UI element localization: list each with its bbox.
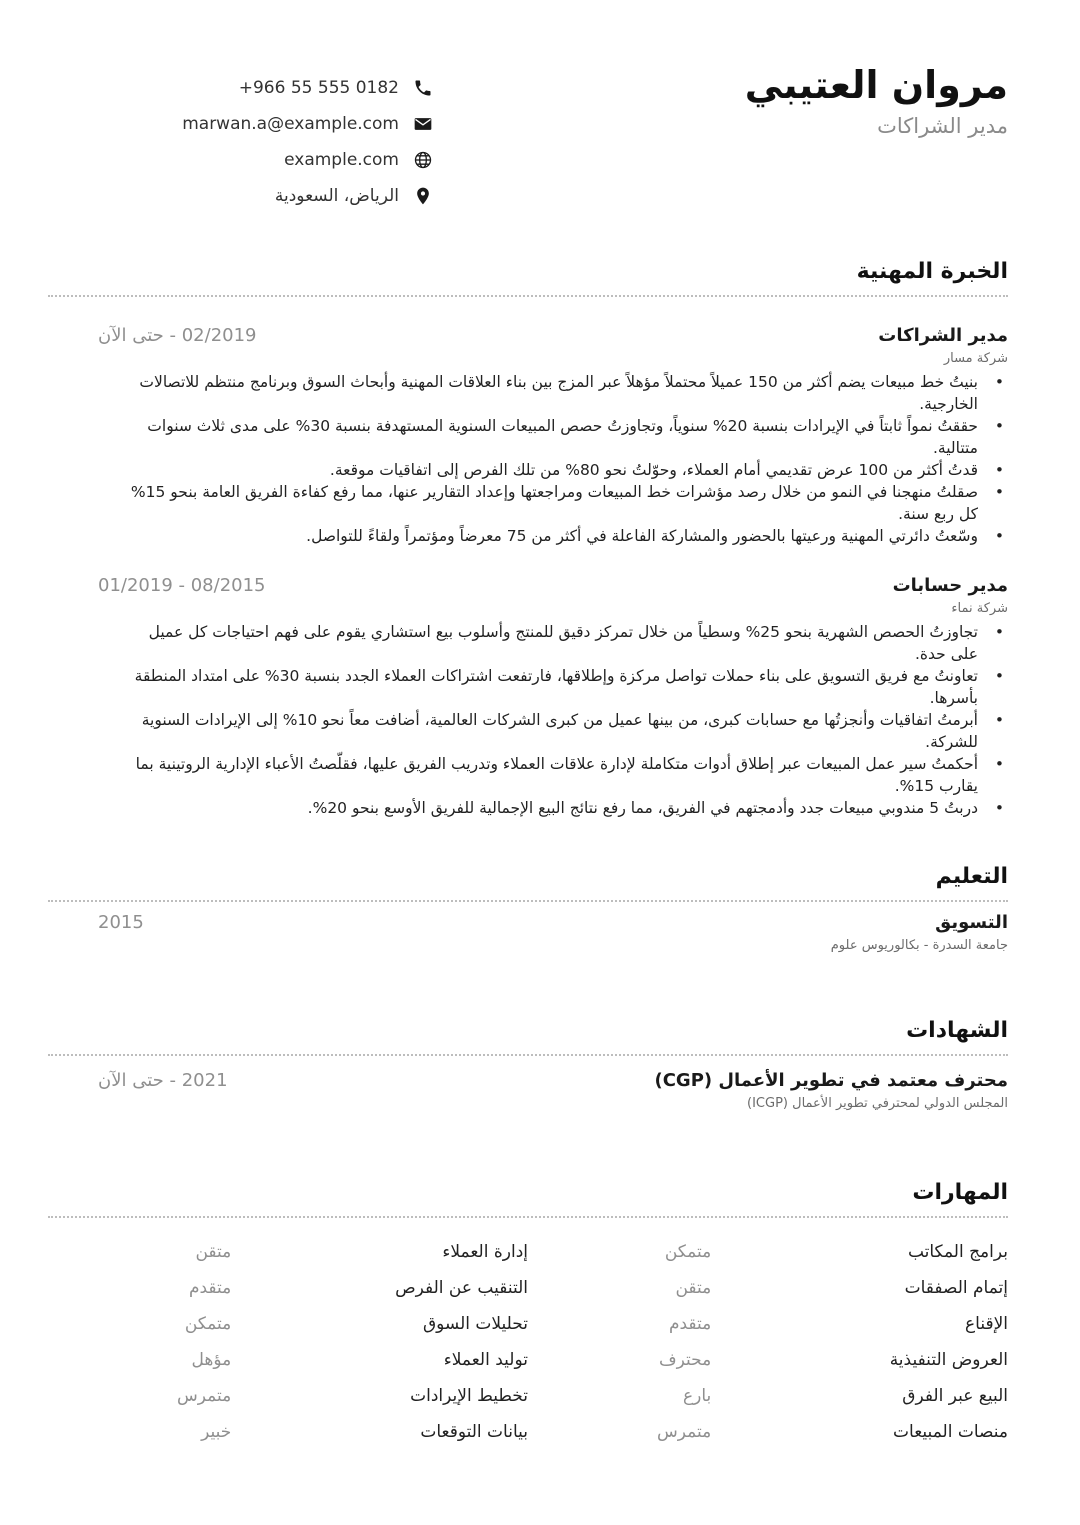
job-bullet: • أبرمتُ اتفاقيات وأنجزتُها مع حسابات كبرى، من بينها عميل من كبرى الشركات العالمية، أضافت معاً نحو 10% إلى الإيرادات السنوية للشركة. bbox=[128, 709, 978, 753]
skill-level: متمكن bbox=[664, 1242, 712, 1262]
contact-website bbox=[150, 142, 435, 178]
certifications-section bbox=[48, 1014, 1008, 1114]
job-bullet: • تعاونتُ مع فريق التسويق على بناء حملات تواصل مركزة وإطلاقها، فارتفعت اشتراكات العملاء الجدد بنسبة 30% على امتداد المنطقة بأسرها. bbox=[128, 665, 978, 709]
skill-level: متمكن bbox=[184, 1314, 232, 1334]
skill-row bbox=[48, 1306, 1008, 1342]
job-bullet: • قدتُ أكثر من 100 عرض تقديمي أمام العملاء، وحوّلتُ نحو 80% من تلك الفرص إلى اتفاقيات موقعة. bbox=[128, 459, 978, 481]
certification-date: 2021 - حتى الآن bbox=[98, 1070, 228, 1091]
skills-title: المهارات bbox=[48, 1176, 1008, 1218]
skill-row bbox=[48, 1378, 1008, 1414]
email-icon bbox=[411, 112, 435, 136]
job-bullets bbox=[48, 371, 1008, 547]
job-date: 08/2015 - 01/2019 bbox=[98, 575, 266, 596]
skill-level: خبير bbox=[201, 1422, 232, 1442]
job-date: 02/2019 - حتى الآن bbox=[98, 325, 257, 346]
certifications-title: الشهادات bbox=[48, 1014, 1008, 1056]
skill-level: متقن bbox=[195, 1242, 232, 1262]
education-entry bbox=[48, 910, 1008, 956]
skill-name: العروض التنفيذية bbox=[889, 1350, 1008, 1370]
job-bullet: • وسّعتُ دائرتي المهنية ورعيتها بالحضور والمشاركة الفاعلة في أكثر من 75 معرضاً ومؤتمراً ولقاءً للتواصل. bbox=[128, 525, 978, 547]
education-date: 2015 bbox=[98, 912, 144, 933]
job-entry bbox=[48, 323, 1008, 547]
skill-row bbox=[48, 1342, 1008, 1378]
skill-level: متقدم bbox=[668, 1314, 712, 1334]
globe-icon bbox=[411, 148, 435, 172]
job-bullet: • بنيتُ خط مبيعات يضم أكثر من 150 عميلاً محتملاً مؤهلاً عبر المزج بين بناء العلاقات المهنية وأبحاث السوق وبرنامج منتظم للاتصالات الخارجية. bbox=[128, 371, 978, 415]
skill-name: تخطيط الإيرادات bbox=[410, 1386, 528, 1406]
certification-issuer: المجلس الدولي لمحترفي تطوير الأعمال (ICGP) bbox=[747, 1096, 1008, 1111]
contact-info bbox=[150, 70, 435, 214]
education-degree: التسويق bbox=[935, 912, 1008, 933]
skill-level: متمرس bbox=[657, 1422, 712, 1442]
certification-entry bbox=[48, 1068, 1008, 1114]
skill-name: الإقناع bbox=[965, 1314, 1008, 1334]
certification-name: محترف معتمد في تطوير الأعمال (CGP) bbox=[654, 1070, 1008, 1091]
skills-grid bbox=[48, 1234, 1008, 1450]
job-entry bbox=[48, 573, 1008, 819]
job-title: مدير الشراكات bbox=[878, 325, 1008, 346]
contact-phone bbox=[150, 70, 435, 106]
skill-row bbox=[48, 1270, 1008, 1306]
experience-section bbox=[48, 255, 1008, 819]
job-bullet: • دربتُ 5 مندوبي مبيعات جدد وأدمجتهم في الفريق، مما رفع نتائج البيع الإجمالية للفريق الأوسع بنحو 20%. bbox=[128, 797, 978, 819]
skill-name: منصات المبيعات bbox=[893, 1422, 1008, 1442]
job-bullet: • صقلتُ منهجنا في النمو من خلال رصد مؤشرات خط المبيعات ومراجعتها وإعداد التقارير عنها، مما رفع كفاءة الفريق العامة بنحو 15% كل ربع سنة. bbox=[128, 481, 978, 525]
contact-website-text[interactable]: example.com bbox=[284, 150, 399, 170]
skill-name: برامج المكاتب bbox=[907, 1242, 1008, 1262]
skill-name: إدارة العملاء bbox=[442, 1242, 528, 1262]
job-company: شركة مسار bbox=[943, 351, 1008, 366]
skill-level: متمرس bbox=[177, 1386, 232, 1406]
candidate-role: مدير الشراكات bbox=[877, 114, 1008, 138]
contact-phone-text: +966 55 555 0182 bbox=[238, 78, 399, 98]
location-icon bbox=[411, 184, 435, 208]
skill-row bbox=[48, 1234, 1008, 1270]
job-bullet: • أحكمتُ سير عمل المبيعات عبر إطلاق أدوات متكاملة لإدارة علاقات العملاء وتدريب الفريق عليها، فقلّصتُ الأعباء الإدارية الروتينية بما يقارب 15%. bbox=[128, 753, 978, 797]
contact-email-text[interactable]: marwan.a@example.com bbox=[182, 114, 399, 134]
job-bullet: • تجاوزتُ الحصص الشهرية بنحو 25% وسطياً من خلال تمركز دقيق للمنتج وأسلوب بيع استشاري يقوم على فهم احتياجات كل عميل على حدة. bbox=[128, 621, 978, 665]
job-title: مدير حسابات bbox=[892, 575, 1008, 596]
experience-title: الخبرة المهنية bbox=[48, 255, 1008, 297]
skill-name: بيانات التوقعات bbox=[420, 1422, 528, 1442]
skill-name: البيع عبر الفرق bbox=[902, 1386, 1008, 1406]
contact-email bbox=[150, 106, 435, 142]
education-school: جامعة السدرة - بكالوريوس علوم bbox=[830, 938, 1008, 953]
skills-section bbox=[48, 1176, 1008, 1450]
education-title: التعليم bbox=[48, 860, 1008, 902]
skill-level: بارع bbox=[682, 1386, 712, 1406]
skill-name: تحليلات السوق bbox=[422, 1314, 528, 1334]
skill-name: التنقيب عن الفرص bbox=[395, 1278, 528, 1298]
job-bullet: • حققتُ نمواً ثابتاً في الإيرادات بنسبة 20% سنوياً، وتجاوزتُ حصص المبيعات السنوية المستهدفة بنسبة 30% على مدى ثلاث سنوات متتالية. bbox=[128, 415, 978, 459]
job-company: شركة نماء bbox=[951, 601, 1008, 616]
candidate-name: مروان العتيبي bbox=[744, 63, 1008, 107]
skill-level: مؤهل bbox=[191, 1350, 232, 1370]
education-section bbox=[48, 860, 1008, 956]
skill-name: إتمام الصفقات bbox=[904, 1278, 1008, 1298]
job-bullets bbox=[48, 621, 1008, 819]
skill-level: محترف bbox=[659, 1350, 712, 1370]
skill-name: توليد العملاء bbox=[443, 1350, 528, 1370]
contact-location-text: الرياض، السعودية bbox=[274, 186, 399, 206]
skill-row bbox=[48, 1414, 1008, 1450]
skill-level: متقدم bbox=[188, 1278, 232, 1298]
skill-level: متقن bbox=[675, 1278, 712, 1298]
contact-location bbox=[150, 178, 435, 214]
phone-icon bbox=[411, 76, 435, 100]
